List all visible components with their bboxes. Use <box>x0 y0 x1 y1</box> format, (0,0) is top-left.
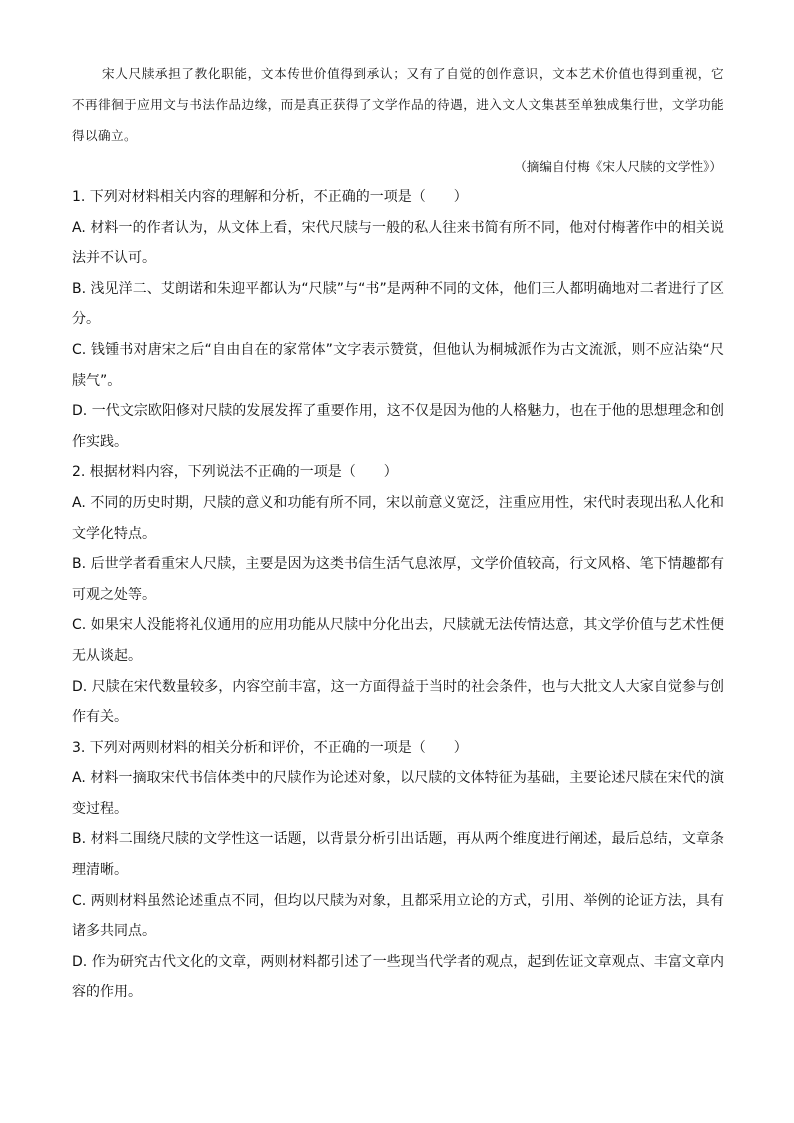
option-a: A. 材料一的作者认为，从文体上看，宋代尺牍与一般的私人往来书简有所不同，他对付梅著作中的相关说法并不认可。 <box>72 219 724 267</box>
option-d: D. 尺牍在宋代数量较多，内容空前丰富，这一方面得益于当时的社会条件，也与大批文人大家自觉参与创作有关。 <box>72 678 724 726</box>
option-a: A. 材料一摘取宋代书信体类中的尺牍作为论述对象，以尺牍的文体特征为基础，主要论述尺牍在宋代的演变过程。 <box>72 770 724 817</box>
option-c: C. 钱锺书对唐宋之后“自由自在的家常体”文字表示赞赏，但他认为桐城派作为古文流派，则不应沾染“尺牍气”。 <box>72 341 724 389</box>
question-stem: 1. 下列对材料相关内容的理解和分析，不正确的一项是（ ） <box>72 189 468 205</box>
option-d: D. 作为研究古代文化的文章，两则材料都引述了一些现当代学者的观点，起到佐证文章观点、丰富文章内容的作用。 <box>72 953 724 1001</box>
exam-page <box>72 58 724 1008</box>
question-2 <box>72 457 724 732</box>
option-c: C. 两则材料虽然论述重点不同，但均以尺牍为对象，且都采用立论的方式，引用、举例的论证方法，具有诸多共同点。 <box>72 892 724 940</box>
option-b: B. 材料二围绕尺牍的文学性这一话题，以背景分析引出话题，再从两个维度进行阐述，最后总结，文章条理清晰。 <box>72 831 724 879</box>
option-d: D. 一代文宗欧阳修对尺牍的发展发挥了重要作用，这不仅是因为他的人格魅力，也在于他的思想理念和创作实践。 <box>72 403 724 450</box>
option-b: B. 后世学者看重宋人尺牍，主要是因为这类书信生活气息浓厚，文学价值较高，行文风格、笔下情趣都有可观之处等。 <box>72 556 724 603</box>
option-c: C. 如果宋人没能将礼仪通用的应用功能从尺牍中分化出去，尺牍就无法传情达意，其文学价值与艺术性便无从谈起。 <box>72 617 724 664</box>
passage-paragraph: 宋人尺牍承担了教化职能，文本传世价值得到承认；又有了自觉的创作意识，文本艺术价值也得到重视，它不再徘徊于应用文与书法作品边缘，而是真正获得了文学作品的待遇，进入文人文集甚至单独成集行世，文学功能得以确立。 <box>72 66 724 143</box>
option-a: A. 不同的历史时期，尺牍的意义和功能有所不同，宋以前意义宽泛，注重应用性，宋代时表现出私人化和文学化特点。 <box>72 494 724 542</box>
option-b: B. 浅见洋二、艾朗诺和朱迎平都认为“尺牍”与“书”是两种不同的文体，他们三人都明确地对二者进行了区分。 <box>72 280 724 328</box>
question-stem: 3. 下列对两则材料的相关分析和评价，不正确的一项是（ ） <box>72 739 468 756</box>
question-3 <box>72 733 724 1008</box>
passage-source: （摘编自付梅《宋人尺牍的文学性》） <box>514 159 722 174</box>
question-1 <box>72 182 724 457</box>
question-stem: 2. 根据材料内容，下列说法不正确的一项是（ ） <box>72 464 398 481</box>
